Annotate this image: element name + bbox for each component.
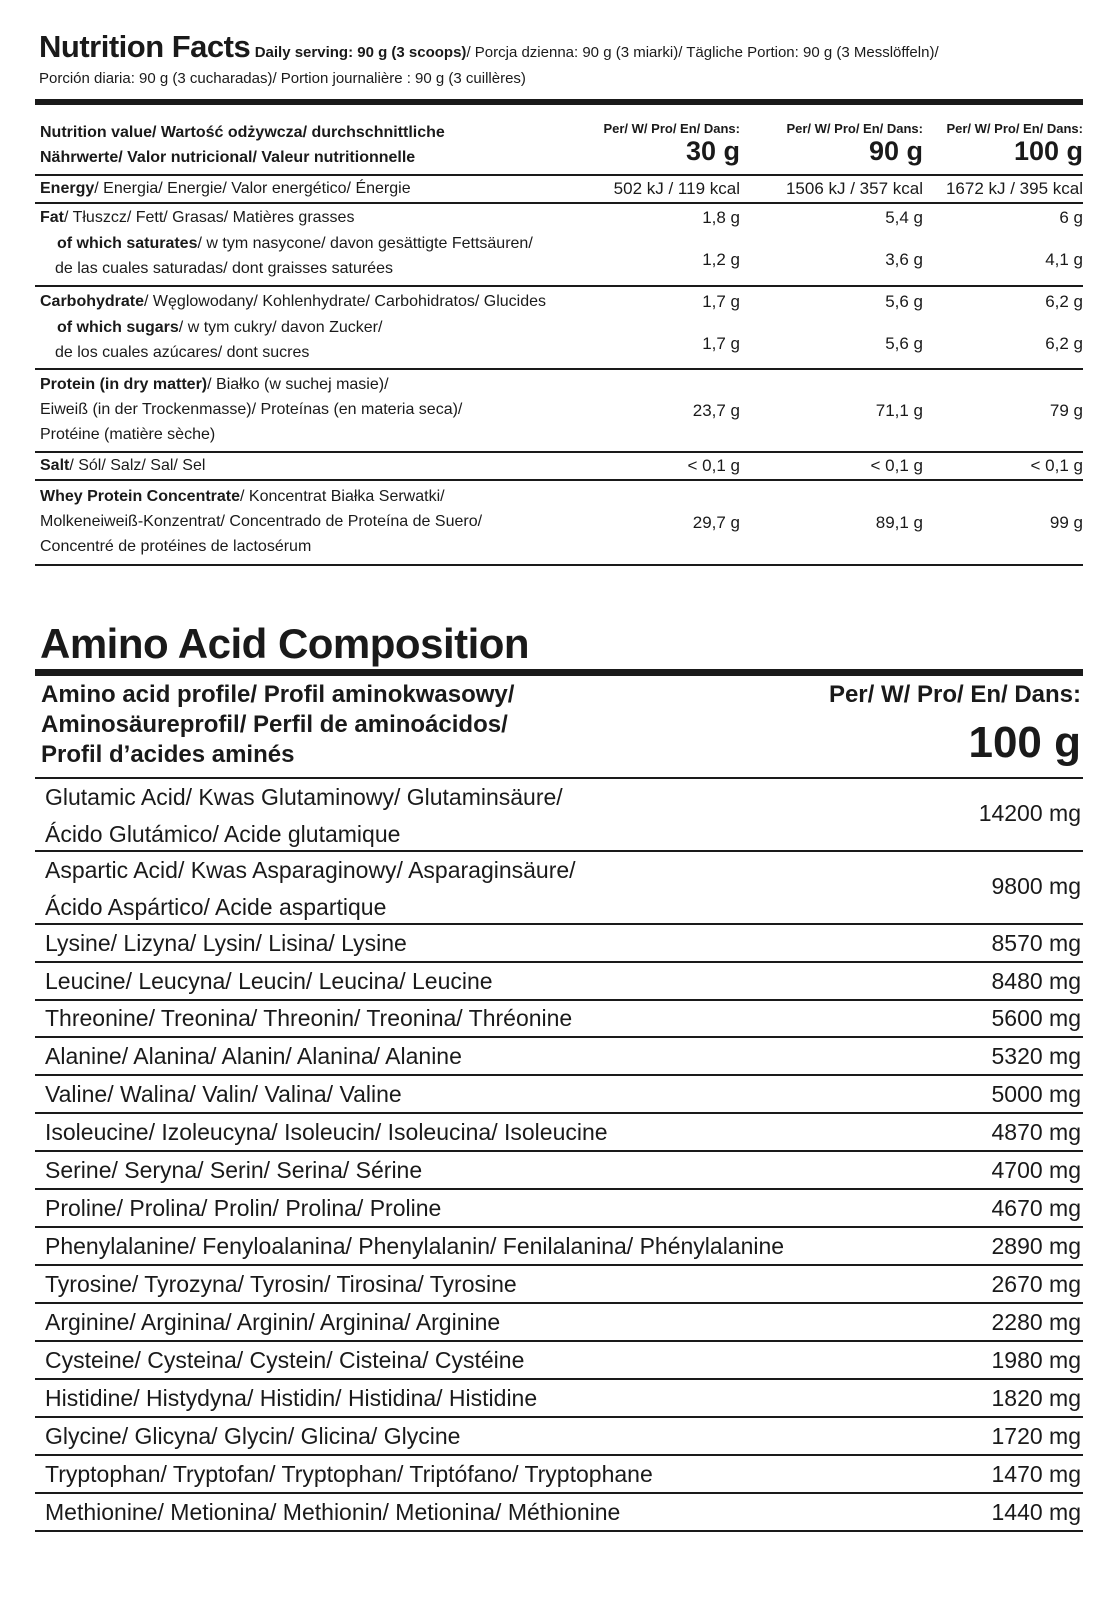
amino-top-rule [35, 669, 1083, 676]
nutrition-title: Nutrition Facts [39, 29, 251, 64]
amino-amount: 1470 mg [991, 1461, 1081, 1487]
amino-row [35, 1266, 1083, 1304]
row-whey [35, 484, 1083, 564]
salt-30g: < 0,1 g [687, 456, 740, 475]
amino-name: Valine/ Walina/ Valin/ Valina/ Valine [45, 1081, 402, 1107]
carbohydrate-100g: 6,2 g [1045, 292, 1083, 311]
column-100g-amount: 100 g [1013, 136, 1083, 166]
amino-amount: 9800 mg [991, 873, 1081, 899]
amino-table-header [35, 680, 1083, 778]
column-90g-per: Per/ W/ Pro/ En/ Dans: [786, 121, 923, 136]
row-energy-label: Energy/ Energia/ Energie/ Valor energético/ Énergie [40, 180, 411, 197]
amino-name: Lysine/ Lizyna/ Lysin/ Lisina/ Lysine [45, 930, 407, 956]
carbohydrate-90g: 5,6 g [885, 292, 923, 311]
nutrition-table-header [35, 118, 1083, 174]
amino-header-label [41, 680, 514, 770]
energy-100g: 1672 kJ / 395 kcal [945, 179, 1083, 198]
salt-90g: < 0,1 g [870, 456, 923, 475]
amino-name: Proline/ Prolina/ Prolin/ Prolina/ Proline [45, 1195, 442, 1221]
amino-row [35, 925, 1083, 963]
amino-amount: 4700 mg [991, 1157, 1081, 1183]
amino-header-per: Per/ W/ Pro/ En/ Dans: [828, 681, 1081, 708]
daily-serving-translations: / Porcja dzienna: 90 g (3 miarki)/ Tägliche Portion: 90 g (3 Messlöffeln)/ [466, 44, 939, 61]
column-30g [535, 120, 740, 165]
amino-name: Isoleucine/ Izoleucyna/ Isoleucin/ Isoleucina/ Isoleucine [45, 1119, 608, 1145]
carbohydrate-30g: 1,7 g [702, 292, 740, 311]
amino-name: Tryptophan/ Tryptofan/ Tryptophan/ Triptófano/ Tryptophane [45, 1461, 653, 1487]
fat-100g: 6 g [1059, 208, 1083, 227]
row-carbohydrate-label: Carbohydrate/ Węglowodany/ Kohlenhydrate/ Carbohidratos/ Glucides [40, 293, 547, 310]
row-energy [35, 176, 1083, 202]
amino-name: Arginine/ Arginina/ Arginin/ Arginina/ Arginine [45, 1309, 501, 1335]
amino-row [35, 1076, 1083, 1114]
energy-90g: 1506 kJ / 357 kcal [785, 179, 923, 198]
amino-name: Threonine/ Treonina/ Threonin/ Treonina/ Thréonine [45, 1005, 573, 1031]
nutrition-header-label-line2: Nährwerte/ Valor nutricional/ Valeur nutritionnelle [40, 149, 416, 166]
amino-header-line1: Amino acid profile/ Profil aminokwasowy/ [41, 681, 515, 708]
nutrition-header [39, 29, 1083, 90]
amino-row [35, 1418, 1083, 1456]
sugars-90g: 5,6 g [885, 334, 923, 353]
column-30g-amount: 30 g [685, 136, 740, 166]
salt-100g: < 0,1 g [1030, 456, 1083, 475]
amino-name: Serine/ Seryna/ Serin/ Serina/ Sérine [45, 1157, 423, 1183]
row-fat-label: Fat/ Tłuszcz/ Fett/ Grasas/ Matières grasses [40, 209, 355, 226]
rule [35, 368, 1083, 370]
amino-amount: 1440 mg [991, 1499, 1081, 1525]
column-90g-amount: 90 g [868, 136, 923, 166]
amino-header-line3: Profil d’acides aminés [41, 741, 295, 768]
nutrition-header-label-line1: Nutrition value/ Wartość odżywcza/ durchschnittliche [40, 124, 445, 141]
amino-name: Leucine/ Leucyna/ Leucin/ Leucina/ Leucine [45, 968, 493, 994]
column-100g [878, 120, 1083, 165]
amino-row [35, 963, 1083, 1001]
amino-amount: 2890 mg [991, 1233, 1081, 1259]
fat-90g: 5,4 g [885, 208, 923, 227]
amino-row [35, 1114, 1083, 1152]
amino-row [35, 1190, 1083, 1228]
amino-row [35, 1228, 1083, 1266]
amino-amount: 14200 mg [978, 800, 1081, 826]
saturates-100g: 4,1 g [1045, 250, 1083, 269]
whey-30g: 29,7 g [692, 513, 740, 532]
amino-amount: 8480 mg [991, 968, 1081, 994]
row-salt-label: Salt/ Sól/ Salz/ Sal/ Sel [40, 457, 206, 474]
nutrition-top-rule [35, 99, 1083, 105]
amino-name: Glutamic Acid/ Kwas Glutaminowy/ Glutaminsäure/ Ácido Glutámico/ Acide glutamique [45, 784, 563, 847]
daily-serving-line2: Porción diaria: 90 g (3 cucharadas)/ Portion journalière : 90 g (3 cuillères) [39, 70, 526, 87]
row-saturates-label: of which saturates/ w tym nasycone/ davon gesättigte Fettsäuren/ de las cuales saturadas/ dont graisses saturées [55, 235, 533, 277]
amino-amount: 2670 mg [991, 1271, 1081, 1297]
amino-row [35, 1152, 1083, 1190]
amino-amount: 5320 mg [991, 1043, 1081, 1069]
amino-row [35, 1000, 1083, 1038]
row-protein-label: Protein (in dry matter)/ Białko (w suchej masie)/ Eiweiß (in der Trockenmasse)/ Proteínas (en materia seca)/ Protéine (matière sèche) [40, 376, 463, 443]
amino-row [35, 1038, 1083, 1076]
nutrition-header-label [40, 120, 445, 170]
amino-name: Phenylalanine/ Fenyloalanina/ Phenylalanin/ Fenilalanina/ Phénylalanine [45, 1233, 785, 1259]
whey-90g: 89,1 g [875, 513, 923, 532]
amino-amount: 8570 mg [991, 930, 1081, 956]
nutrition-bottom-rule [35, 564, 1083, 566]
row-protein [35, 372, 1083, 452]
daily-serving-bold: Daily serving: 90 g (3 scoops) [254, 44, 467, 61]
column-30g-per: Per/ W/ Pro/ En/ Dans: [603, 121, 740, 136]
protein-90g: 71,1 g [875, 401, 923, 420]
amino-row [35, 1494, 1083, 1532]
saturates-30g: 1,2 g [702, 250, 740, 269]
amino-amount: 4870 mg [991, 1119, 1081, 1145]
amino-name: Tyrosine/ Tyrozyna/ Tyrosin/ Tirosina/ Tyrosine [45, 1271, 517, 1297]
amino-row [35, 1380, 1083, 1418]
amino-amount: 2280 mg [991, 1309, 1081, 1335]
amino-name: Alanine/ Alanina/ Alanin/ Alanina/ Alanine [45, 1043, 462, 1069]
amino-name: Histidine/ Histydyna/ Histidin/ Histidina/ Histidine [45, 1385, 538, 1411]
protein-30g: 23,7 g [692, 401, 740, 420]
amino-row [35, 779, 1083, 852]
sugars-30g: 1,7 g [702, 334, 740, 353]
row-whey-label: Whey Protein Concentrate/ Koncentrat Białka Serwatki/ Molkeneiweiß-Konzentrat/ Concentrado de Proteína de Suero/ Concentré de protéines de lactosérum [40, 488, 483, 555]
row-sugars-label: of which sugars/ w tym cukry/ davon Zucker/ de los cuales azúcares/ dont sucres [55, 319, 383, 361]
amino-amount: 5000 mg [991, 1081, 1081, 1107]
amino-row [35, 1456, 1083, 1494]
amino-title: Amino Acid Composition [40, 620, 530, 667]
sugars-100g: 6,2 g [1045, 334, 1083, 353]
saturates-90g: 3,6 g [885, 250, 923, 269]
rule [35, 479, 1083, 481]
fat-30g: 1,8 g [702, 208, 740, 227]
amino-amount: 1980 mg [991, 1347, 1081, 1373]
amino-header-line2: Aminosäureprofil/ Perfil de aminoácidos/ [41, 711, 508, 738]
amino-amount: 4670 mg [991, 1195, 1081, 1221]
amino-row [35, 1304, 1083, 1342]
amino-name: Methionine/ Metionina/ Methionin/ Metionina/ Méthionine [45, 1499, 621, 1525]
amino-name: Aspartic Acid/ Kwas Asparaginowy/ Asparaginsäure/ Ácido Aspártico/ Acide aspartique [45, 857, 576, 920]
amino-name: Cysteine/ Cysteina/ Cystein/ Cisteina/ Cystéine [45, 1347, 525, 1373]
rule [35, 202, 1083, 204]
protein-100g: 79 g [1049, 401, 1083, 420]
amino-header-amount: 100 g [968, 718, 1081, 767]
amino-row [35, 852, 1083, 925]
whey-100g: 99 g [1049, 513, 1083, 532]
energy-30g: 502 kJ / 119 kcal [613, 179, 740, 198]
column-100g-per: Per/ W/ Pro/ En/ Dans: [946, 121, 1083, 136]
row-fat [35, 205, 1083, 283]
amino-amount: 1820 mg [991, 1385, 1081, 1411]
row-carbohydrate [35, 289, 1083, 367]
rule [35, 285, 1083, 287]
amino-name: Glycine/ Glicyna/ Glycin/ Glicina/ Glycine [45, 1423, 461, 1449]
amino-amount: 5600 mg [991, 1005, 1081, 1031]
amino-row [35, 1342, 1083, 1380]
amino-amount: 1720 mg [991, 1423, 1081, 1449]
row-salt [35, 453, 1083, 479]
